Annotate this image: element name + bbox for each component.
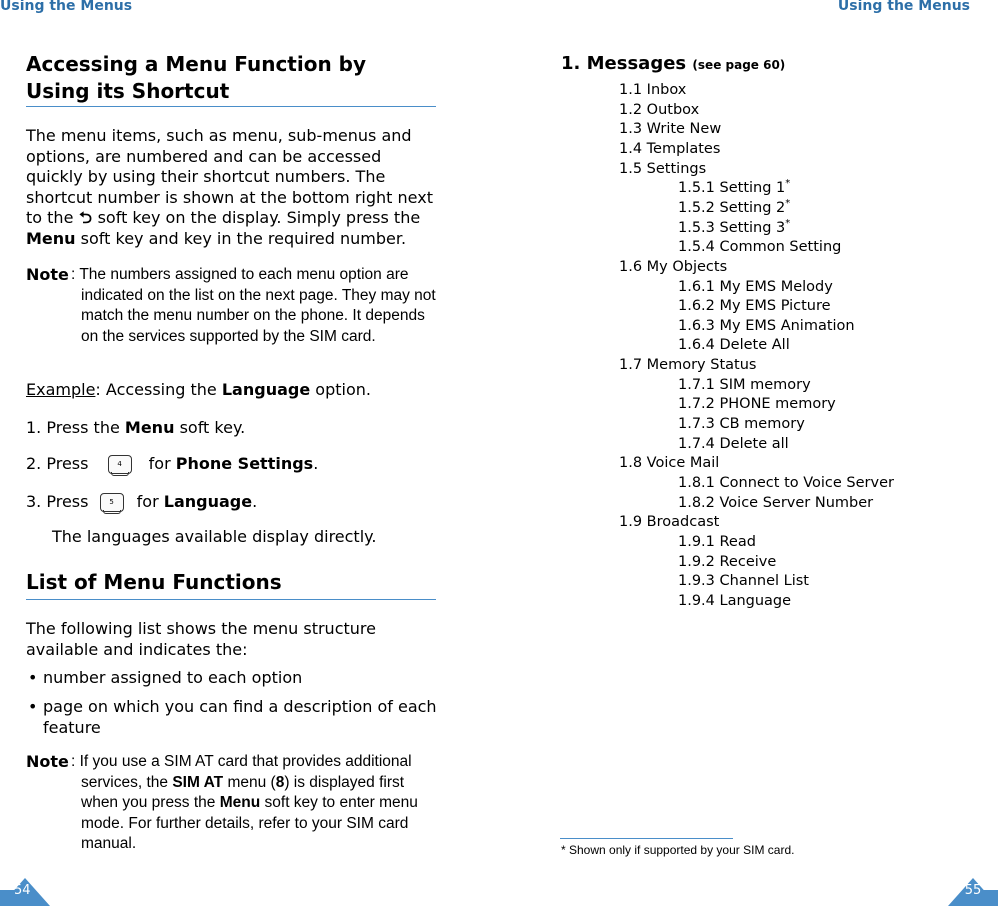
submenu-item: 1.6.4 Delete All bbox=[678, 337, 790, 354]
submenu-item: 1.7.3 CB memory bbox=[678, 416, 805, 433]
step-3: 3. Press 5 for Language. bbox=[26, 492, 258, 511]
menu-item: 1.9 Broadcast bbox=[619, 514, 720, 531]
footnote: * Shown only if supported by your SIM card. bbox=[561, 843, 795, 857]
menu-item: 1.6 My Objects bbox=[619, 258, 728, 275]
menu-item: 1.7 Memory Status bbox=[619, 357, 757, 374]
submenu-item: 1.8.2 Voice Server Number bbox=[678, 494, 874, 511]
submenu-item: 1.9.4 Language bbox=[678, 592, 792, 609]
page-number-right: 55 bbox=[948, 876, 998, 906]
menu-item: 1.2 Outbox bbox=[619, 101, 700, 118]
step-result: The languages available display directly. bbox=[52, 527, 377, 546]
submenu-item: 1.9.3 Channel List bbox=[678, 573, 809, 590]
step-2: 2. Press 4 for Phone Settings. bbox=[26, 454, 319, 473]
submenu-item: 1.9.2 Receive bbox=[678, 553, 777, 570]
running-header-right: Using the Menus bbox=[837, 0, 970, 14]
footnote-rule bbox=[560, 838, 733, 839]
submenu-item: 1.7.1 SIM memory bbox=[678, 376, 811, 393]
submenu-item: 1.5.3 Setting 3* bbox=[678, 217, 791, 236]
menu-item: 1.4 Templates bbox=[619, 140, 721, 157]
note-block-1: Note : The numbers assigned to each menu option are indicated on the list on the next page. They may not match the menu number on the phone. It depends on the services supported by the SIM card. bbox=[26, 265, 436, 345]
footnote-marker: * bbox=[785, 198, 791, 210]
section-title-shortcut: Accessing a Menu Function by Using its Shortcut bbox=[26, 52, 367, 103]
submenu-item: 1.8.1 Connect to Voice Server bbox=[678, 475, 894, 491]
submenu-item: 1.6.1 My EMS Melody bbox=[678, 278, 833, 295]
title-rule bbox=[26, 599, 436, 600]
submenu-item: 1.7.4 Delete all bbox=[678, 435, 789, 452]
submenu-item: 1.5.4 Common Setting bbox=[678, 239, 842, 256]
menu-item: 1.1 Inbox bbox=[619, 82, 687, 98]
footnote-marker: * bbox=[785, 217, 791, 229]
list-intro: The following list shows the menu structure available and indicates the: bbox=[26, 619, 376, 659]
page-number-left: 54 bbox=[0, 876, 50, 906]
key-4-icon: 4 bbox=[108, 455, 132, 474]
messages-heading: 1. Messages (see page 60) bbox=[561, 53, 786, 74]
running-header-left: Using the Menus bbox=[0, 0, 133, 14]
step-1: 1. Press the Menu soft key. bbox=[26, 418, 246, 437]
menu-item: 1.8 Voice Mail bbox=[619, 455, 720, 472]
menu-item: 1.5 Settings bbox=[619, 160, 707, 177]
bullet-item: • page on which you can find a description of each feature bbox=[28, 697, 437, 737]
shortcut-paragraph: The menu items, such as menu, sub-menus and options, are numbered and can be accessed quickly by using their shortcut numbers. The shortcut number is shown at the bottom right next to the ⮌ soft key on the display. Simply press the Menu soft key and key in the required number. bbox=[26, 126, 433, 248]
example-line: Example: Accessing the Language option. bbox=[26, 380, 371, 399]
menu-item: 1.3 Write New bbox=[619, 121, 722, 138]
key-5-icon: 5 bbox=[100, 493, 124, 512]
bullet-item: • number assigned to each option bbox=[28, 668, 303, 687]
submenu-item: 1.9.1 Read bbox=[678, 533, 756, 550]
footnote-marker: * bbox=[785, 178, 791, 190]
note-block-2: Note : If you use a SIM AT card that provides additional services, the SIM AT menu (8) is displayed first when you press the Menu soft key to enter menu mode. For further details, refer to your SIM card manual. bbox=[26, 752, 418, 853]
submenu-item: 1.6.2 My EMS Picture bbox=[678, 298, 831, 315]
submenu-item: 1.5.2 Setting 2* bbox=[678, 198, 791, 216]
bullet-icon: • bbox=[28, 697, 38, 716]
title-rule bbox=[26, 106, 436, 107]
bullet-icon: • bbox=[28, 668, 38, 687]
submenu-item: 1.7.2 PHONE memory bbox=[678, 396, 836, 413]
submenu-item: 1.5.1 Setting 1* bbox=[678, 178, 791, 197]
submenu-item: 1.6.3 My EMS Animation bbox=[678, 317, 855, 334]
section-title-list: List of Menu Functions bbox=[26, 570, 282, 594]
back-arrow-icon: ⮌ bbox=[79, 208, 92, 228]
